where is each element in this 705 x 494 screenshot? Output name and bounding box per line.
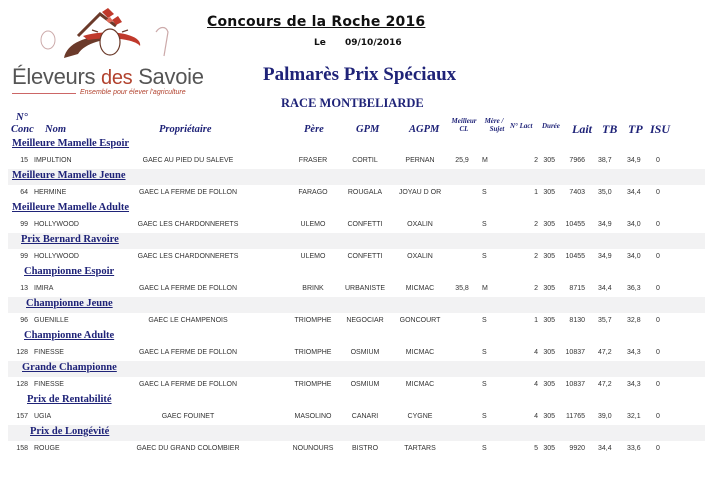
agpm-cell: MICMAC (405, 285, 435, 292)
col-header-num-line2: Conc (11, 124, 34, 135)
owner-cell: GAEC LA FERME DE FOLLON (138, 285, 238, 292)
section-title: Championne Adulte (24, 330, 115, 341)
owner-cell: GAEC LE CHAMPENOIS (148, 317, 228, 324)
milk-cell: 8130 (569, 317, 585, 324)
mere-sujet-cell: S (482, 445, 487, 452)
gpm-cell: CONFETTI (347, 253, 383, 260)
section-title: Meilleure Mamelle Jeune (12, 170, 126, 181)
isu-cell: 0 (656, 221, 660, 228)
num-cell: 99 (20, 221, 28, 228)
name-cell: ROUGE (34, 445, 60, 452)
milk-cell: 10837 (565, 349, 585, 356)
milk-cell: 9920 (569, 445, 585, 452)
isu-cell: 0 (656, 413, 660, 420)
num-cell: 99 (20, 253, 28, 260)
name-cell: IMIRA (34, 285, 54, 292)
section-band (8, 425, 705, 441)
tb-cell: 35,7 (598, 317, 612, 324)
num-cell: 15 (20, 157, 28, 164)
agpm-cell: MICMAC (405, 349, 435, 356)
cattle-logo-icon (28, 6, 178, 66)
gpm-cell: OSMIUM (350, 349, 380, 356)
agpm-cell: OXALIN (407, 221, 433, 228)
agpm-cell: MICMAC (405, 381, 435, 388)
col-header-nlact: N° Lact (510, 122, 533, 130)
sire-cell: BRINK (302, 285, 324, 292)
section-title: Meilleure Mamelle Espoir (12, 138, 130, 149)
logo-brand-des: des (101, 67, 133, 89)
duration-cell: 305 (543, 157, 555, 164)
gpm-cell: CONFETTI (347, 221, 383, 228)
gpm-cell: CORTIL (352, 157, 378, 164)
tp-cell: 34,3 (627, 349, 641, 356)
num-cell: 13 (20, 285, 28, 292)
lactation-number-cell: 4 (534, 349, 538, 356)
num-cell: 96 (20, 317, 28, 324)
owner-cell: GAEC LA FERME DE FOLLON (138, 381, 238, 388)
owner-cell: GAEC LES CHARDONNERETS (137, 221, 239, 228)
col-header-mere-line1: Mère / (484, 117, 504, 125)
owner-cell: GAEC LA FERME DE FOLLON (138, 189, 238, 196)
gpm-cell: URBANISTE (344, 285, 386, 292)
sire-cell: ULEMO (300, 221, 326, 228)
mere-sujet-cell: S (482, 349, 487, 356)
gpm-cell: BISTRO (351, 445, 379, 452)
section-title: Prix Bernard Ravoire (21, 234, 119, 245)
date-line (314, 38, 402, 48)
lactation-number-cell: 2 (534, 285, 538, 292)
sire-cell: MASOLINO (294, 413, 332, 420)
duration-cell: 305 (543, 189, 555, 196)
logo-divider (12, 93, 76, 94)
duration-cell: 305 (543, 413, 555, 420)
tp-cell: 33,6 (627, 445, 641, 452)
lactation-number-cell: 2 (534, 221, 538, 228)
name-cell: GUENILLE (34, 317, 69, 324)
name-cell: FINESSE (34, 381, 64, 388)
tp-cell: 34,0 (627, 221, 641, 228)
owner-cell: GAEC FOUINET (161, 413, 215, 420)
col-header-meilleur-cl (450, 117, 478, 133)
date-value: 09/10/2016 (344, 38, 402, 48)
name-cell: HOLLYWOOD (34, 221, 79, 228)
eleveurs-des-savoie-logo (8, 6, 204, 96)
milk-cell: 8715 (569, 285, 585, 292)
duration-cell: 305 (543, 253, 555, 260)
name-cell: UGIA (34, 413, 52, 420)
milk-cell: 7966 (569, 157, 585, 164)
date-label: Le (314, 38, 326, 48)
num-cell: 128 (16, 381, 28, 388)
gpm-cell: ROUGALA (347, 189, 383, 196)
mere-sujet-cell: S (482, 221, 487, 228)
mere-sujet-cell: S (482, 381, 487, 388)
col-header-proprietaire: Propriétaire (159, 124, 212, 135)
gpm-cell: OSMIUM (350, 381, 380, 388)
tb-cell: 34,9 (598, 253, 612, 260)
gpm-cell: CANARI (351, 413, 379, 420)
tp-cell: 32,8 (627, 317, 641, 324)
gpm-cell: NEGOCIAR (346, 317, 384, 324)
col-header-num-line1: N° (16, 112, 28, 123)
num-cell: 128 (16, 349, 28, 356)
isu-cell: 0 (656, 253, 660, 260)
name-cell: FINESSE (34, 349, 64, 356)
tb-cell: 34,4 (598, 445, 612, 452)
col-header-isu: ISU (650, 122, 671, 136)
sire-cell: FARAGO (298, 189, 328, 196)
logo-brand-end: Savoie (138, 64, 204, 89)
duration-cell: 305 (543, 317, 555, 324)
page-title: Palmarès Prix Spéciaux (263, 64, 457, 85)
tb-cell: 47,2 (598, 349, 612, 356)
sire-cell: NOUNOURS (292, 445, 334, 452)
tb-cell: 39,0 (598, 413, 612, 420)
tb-cell: 34,4 (598, 285, 612, 292)
lactation-number-cell: 4 (534, 381, 538, 388)
race-title: RACE MONTBELIARDE (281, 96, 424, 110)
duration-cell: 305 (543, 221, 555, 228)
lactation-number-cell: 2 (534, 157, 538, 164)
col-header-lait: Lait (572, 122, 592, 136)
col-header-nom: Nom (45, 124, 66, 135)
sire-cell: FRASER (298, 157, 328, 164)
tb-cell: 47,2 (598, 381, 612, 388)
name-cell: HERMINE (34, 189, 67, 196)
col-header-mere-sujet (482, 117, 506, 133)
tp-cell: 32,1 (627, 413, 641, 420)
sire-cell: TRIOMPHE (294, 381, 332, 388)
isu-cell: 0 (656, 349, 660, 356)
isu-cell: 0 (656, 317, 660, 324)
num-cell: 158 (16, 445, 28, 452)
col-header-agpm: AGPM (409, 124, 440, 135)
logo-tagline: Ensemble pour élever l'agriculture (80, 89, 186, 96)
tb-cell: 35,0 (598, 189, 612, 196)
tb-cell: 38,7 (598, 157, 612, 164)
num-cell: 157 (16, 413, 28, 420)
sire-cell: TRIOMPHE (294, 317, 332, 324)
name-cell: HOLLYWOOD (34, 253, 79, 260)
lactation-number-cell: 2 (534, 253, 538, 260)
mere-sujet-cell: S (482, 413, 487, 420)
lactation-number-cell: 1 (534, 317, 538, 324)
section-title: Prix de Rentabilité (27, 394, 112, 405)
agpm-cell: OXALIN (407, 253, 433, 260)
isu-cell: 0 (656, 189, 660, 196)
mere-sujet-cell: S (482, 253, 487, 260)
tp-cell: 34,4 (627, 189, 641, 196)
lactation-number-cell: 1 (534, 189, 538, 196)
tp-cell: 36,3 (627, 285, 641, 292)
agpm-cell: CYGNE (407, 413, 433, 420)
tp-cell: 34,0 (627, 253, 641, 260)
agpm-cell: GONCOURT (399, 317, 441, 324)
col-header-duree: Durée (542, 122, 560, 130)
col-header-meilleur-line2: CL (459, 125, 469, 133)
milk-cell: 10455 (565, 221, 585, 228)
logo-brand-main: Éleveurs (12, 64, 96, 89)
section-title: Grande Championne (22, 362, 117, 373)
mere-sujet-cell: S (482, 317, 487, 324)
col-header-meilleur-line1: Meilleur (451, 117, 477, 125)
name-cell: IMPULTION (34, 157, 72, 164)
duration-cell: 305 (543, 349, 555, 356)
best-cl-cell: 35,8 (455, 285, 469, 292)
section-title: Meilleure Mamelle Adulte (12, 202, 130, 213)
tb-cell: 34,9 (598, 221, 612, 228)
duration-cell: 305 (543, 445, 555, 452)
isu-cell: 0 (656, 445, 660, 452)
sire-cell: TRIOMPHE (294, 349, 332, 356)
isu-cell: 0 (656, 285, 660, 292)
col-header-pere: Père (304, 124, 324, 135)
milk-cell: 7403 (569, 189, 585, 196)
milk-cell: 10837 (565, 381, 585, 388)
col-header-gpm: GPM (356, 124, 380, 135)
mere-sujet-cell: M (482, 157, 488, 164)
best-cl-cell: 25,9 (455, 157, 469, 164)
agpm-cell: JOYAU D OR (398, 189, 442, 196)
mere-sujet-cell: M (482, 285, 488, 292)
owner-cell: GAEC DU GRAND COLOMBIER (136, 445, 240, 452)
isu-cell: 0 (656, 381, 660, 388)
owner-cell: GAEC AU PIED DU SALEVE (142, 157, 234, 164)
section-title: Championne Jeune (26, 298, 113, 309)
tp-cell: 34,9 (627, 157, 641, 164)
agpm-cell: PERNAN (405, 157, 435, 164)
logo-brand-text (12, 64, 204, 90)
owner-cell: GAEC LA FERME DE FOLLON (138, 349, 238, 356)
lactation-number-cell: 4 (534, 413, 538, 420)
milk-cell: 11765 (566, 413, 585, 420)
contest-title: Concours de la Roche 2016 (207, 14, 426, 30)
tp-cell: 34,3 (627, 381, 641, 388)
section-title: Championne Espoir (24, 266, 115, 277)
mere-sujet-cell: S (482, 189, 487, 196)
num-cell: 64 (20, 189, 28, 196)
col-header-mere-line2: Sujet (489, 125, 505, 133)
milk-cell: 10455 (565, 253, 585, 260)
col-header-tp: TP (628, 122, 643, 136)
lactation-number-cell: 5 (534, 445, 538, 452)
section-title: Prix de Longévité (30, 426, 110, 437)
owner-cell: GAEC LES CHARDONNERETS (137, 253, 239, 260)
agpm-cell: TARTARS (404, 445, 436, 452)
duration-cell: 305 (543, 285, 555, 292)
sire-cell: ULEMO (300, 253, 326, 260)
col-header-tb: TB (602, 122, 618, 136)
duration-cell: 305 (543, 381, 555, 388)
isu-cell: 0 (656, 157, 660, 164)
